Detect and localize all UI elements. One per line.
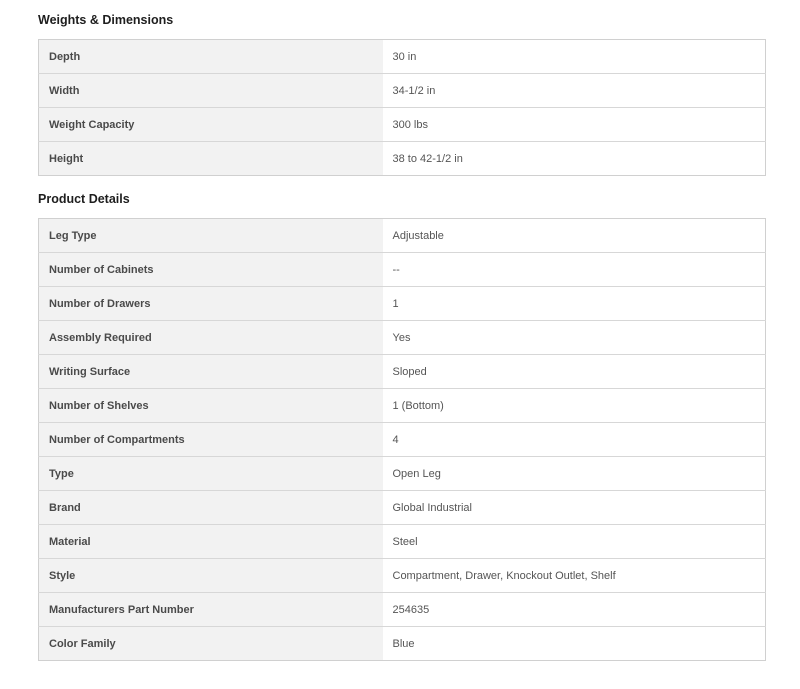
spec-label-style: Style [39, 559, 383, 593]
table-row [39, 74, 766, 108]
spec-value-assembly-required: Yes [383, 321, 766, 355]
table-row [39, 559, 766, 593]
spec-value-weight-capacity: 300 lbs [383, 108, 766, 142]
spec-label-depth: Depth [39, 40, 383, 74]
spec-value-type: Open Leg [383, 457, 766, 491]
spec-label-leg-type: Leg Type [39, 219, 383, 253]
table-row [39, 491, 766, 525]
spec-label-color-family: Color Family [39, 627, 383, 661]
table-row [39, 423, 766, 457]
spec-label-writing-surface: Writing Surface [39, 355, 383, 389]
product-details-heading: Product Details [38, 192, 130, 206]
spec-value-color-family: Blue [383, 627, 766, 661]
spec-value-number-of-shelves: 1 (Bottom) [383, 389, 766, 423]
spec-label-number-of-shelves: Number of Shelves [39, 389, 383, 423]
spec-label-number-of-drawers: Number of Drawers [39, 287, 383, 321]
spec-label-height: Height [39, 142, 383, 176]
table-row [39, 142, 766, 176]
spec-value-manufacturers-part-number: 254635 [383, 593, 766, 627]
table-row [39, 593, 766, 627]
spec-label-number-of-cabinets: Number of Cabinets [39, 253, 383, 287]
table-row [39, 108, 766, 142]
spec-label-type: Type [39, 457, 383, 491]
spec-value-writing-surface: Sloped [383, 355, 766, 389]
spec-label-brand: Brand [39, 491, 383, 525]
weights-dimensions-table [38, 39, 766, 176]
table-row [39, 457, 766, 491]
spec-value-number-of-drawers: 1 [383, 287, 766, 321]
spec-value-depth: 30 in [383, 40, 766, 74]
spec-value-style: Compartment, Drawer, Knockout Outlet, Shelf [383, 559, 766, 593]
table-row [39, 389, 766, 423]
weights-dimensions-heading: Weights & Dimensions [38, 13, 174, 27]
spec-label-manufacturers-part-number: Manufacturers Part Number [39, 593, 383, 627]
spec-value-width: 34-1/2 in [383, 74, 766, 108]
table-row [39, 287, 766, 321]
table-row [39, 253, 766, 287]
spec-value-brand: Global Industrial [383, 491, 766, 525]
spec-value-height: 38 to 42-1/2 in [383, 142, 766, 176]
spec-value-number-of-compartments: 4 [383, 423, 766, 457]
spec-label-weight-capacity: Weight Capacity [39, 108, 383, 142]
table-row [39, 40, 766, 74]
spec-value-material: Steel [383, 525, 766, 559]
table-row [39, 321, 766, 355]
spec-label-material: Material [39, 525, 383, 559]
table-row [39, 525, 766, 559]
spec-label-assembly-required: Assembly Required [39, 321, 383, 355]
spec-label-number-of-compartments: Number of Compartments [39, 423, 383, 457]
table-row [39, 219, 766, 253]
spec-label-width: Width [39, 74, 383, 108]
spec-value-leg-type: Adjustable [383, 219, 766, 253]
spec-value-number-of-cabinets: -- [383, 253, 766, 287]
table-row [39, 627, 766, 661]
table-row [39, 355, 766, 389]
product-details-table [38, 218, 766, 661]
